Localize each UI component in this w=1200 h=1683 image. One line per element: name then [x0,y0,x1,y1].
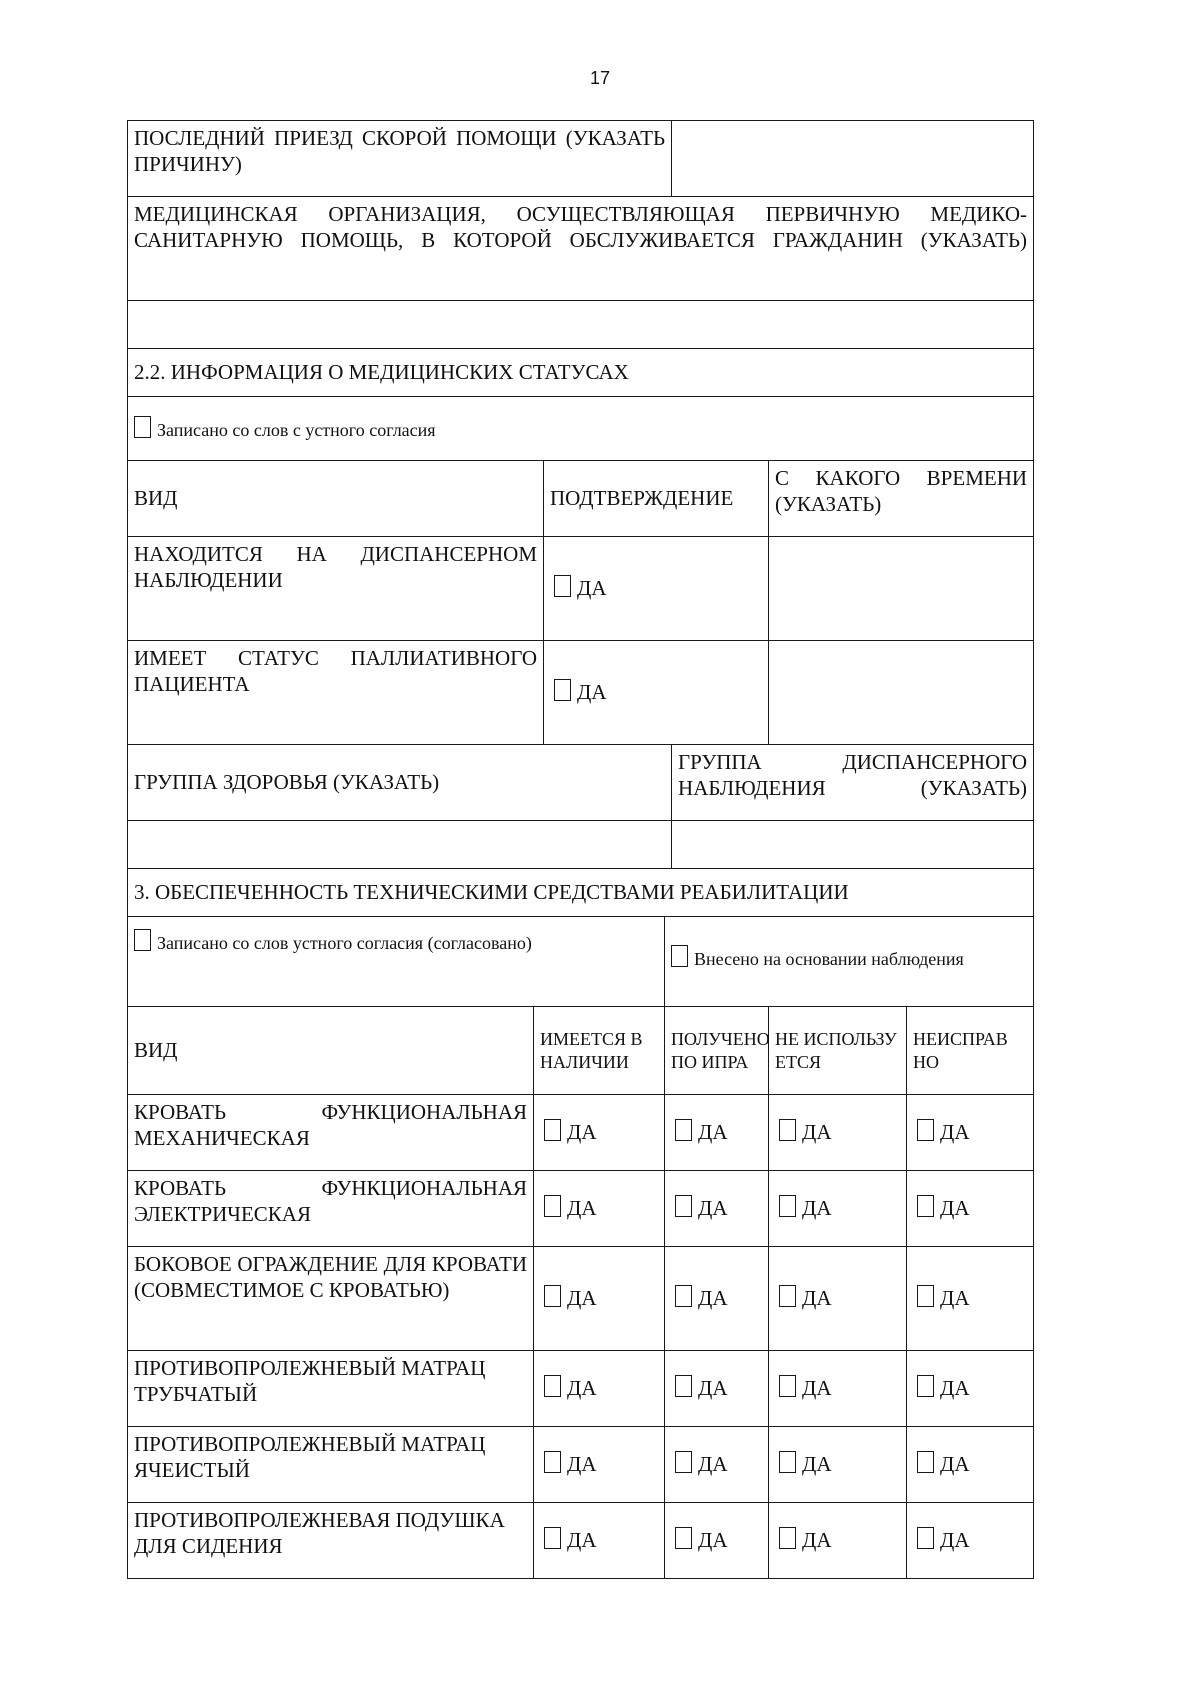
aid-received-checkbox[interactable] [675,1195,692,1217]
aid-broken-cell [907,1503,1034,1579]
aid-header-available: ИМЕЕТСЯ В НАЛИЧИИ [534,1007,665,1095]
aid-broken-cell [907,1427,1034,1503]
section-2-2-title: 2.2. ИНФОРМАЦИЯ О МЕДИЦИНСКИХ СТАТУСАХ [128,349,1034,397]
aid-not-used-checkbox[interactable] [779,1375,796,1397]
aid-available-checkbox[interactable] [544,1285,561,1307]
aid-header-not-used: НЕ ИСПОЛЬЗУ ЕТСЯ [769,1007,907,1095]
aid-not-used-checkbox[interactable] [779,1195,796,1217]
dispensary-group-label: ГРУППА ДИСПАНСЕРНОГО НАБЛЮДЕНИЯ (УКАЗАТЬ) [672,745,1034,821]
yes-label: ДА [698,1286,728,1311]
aid-available-cell [534,1351,665,1427]
aid-not-used-checkbox[interactable] [779,1527,796,1549]
medical-org-label: МЕДИЦИНСКАЯ ОРГАНИЗАЦИЯ, ОСУЩЕСТВЛЯЮЩАЯ ПЕРВИЧНУЮ МЕДИКО-САНИТАРНУЮ ПОМОЩЬ, В КОТОРОЙ ОБСЛУЖИВАЕТСЯ ГРАЖДАНИН (УКАЗАТЬ) [128,197,1034,301]
status-header-type: ВИД [128,461,544,537]
aid-not-used-cell [769,1351,907,1427]
aid-not-used-checkbox[interactable] [779,1285,796,1307]
last-ambulance-label: ПОСЛЕДНИЙ ПРИЕЗД СКОРОЙ ПОМОЩИ (УКАЗАТЬ ПРИЧИНУ) [128,121,672,197]
yes-label: ДА [940,1120,970,1145]
aid-broken-checkbox[interactable] [917,1375,934,1397]
aid-broken-cell [907,1351,1034,1427]
consent-label: Записано со слов с устного согласия [157,419,436,440]
medical-org-field[interactable] [128,301,1034,349]
yes-label: ДА [698,1376,728,1401]
section-3-consent-label: Записано со слов устного согласия (согласовано) [157,933,532,953]
yes-label: ДА [567,1452,597,1477]
aid-received-checkbox[interactable] [675,1119,692,1141]
aid-row-label: БОКОВОЕ ОГРАЖДЕНИЕ ДЛЯ КРОВАТИ (СОВМЕСТИМОЕ С КРОВАТЬЮ) [128,1247,534,1351]
yes-label: ДА [940,1528,970,1553]
status-row-palliative-since[interactable] [769,641,1034,745]
aid-received-cell [665,1247,769,1351]
aid-row-label: КРОВАТЬ ФУНКЦИОНАЛЬНАЯ МЕХАНИЧЕСКАЯ [128,1095,534,1171]
aid-not-used-cell [769,1503,907,1579]
aid-received-cell [665,1351,769,1427]
yes-label: ДА [802,1286,832,1311]
aid-row-label: ПРОТИВОПРОЛЕЖНЕВЫЙ МАТРАЦ ЯЧЕИСТЫЙ [128,1427,534,1503]
status-row-palliative-label: ИМЕЕТ СТАТУС ПАЛЛИАТИВНОГО ПАЦИЕНТА [128,641,544,745]
yes-label: ДА [940,1286,970,1311]
page-number: 17 [589,68,611,88]
yes-label: ДА [567,1376,597,1401]
section-3-title: 3. ОБЕСПЕЧЕННОСТЬ ТЕХНИЧЕСКИМИ СРЕДСТВАМИ РЕАБИЛИТАЦИИ [128,869,1034,917]
consent-checkbox[interactable] [134,416,151,438]
last-ambulance-field[interactable] [672,121,1034,197]
aid-broken-checkbox[interactable] [917,1451,934,1473]
aid-available-cell [534,1427,665,1503]
aid-row-label: ПРОТИВОПРОЛЕЖНЕВАЯ ПОДУШКА ДЛЯ СИДЕНИЯ [128,1503,534,1579]
aid-broken-cell [907,1171,1034,1247]
yes-label: ДА [698,1196,728,1221]
aid-not-used-checkbox[interactable] [779,1451,796,1473]
dispensary-yes-checkbox[interactable] [554,575,571,597]
dispensary-group-field[interactable] [672,821,1034,869]
yes-label: ДА [940,1452,970,1477]
aid-received-checkbox[interactable] [675,1451,692,1473]
aid-available-cell [534,1171,665,1247]
aid-available-checkbox[interactable] [544,1451,561,1473]
aid-received-cell [665,1171,769,1247]
yes-label: ДА [802,1528,832,1553]
aid-available-checkbox[interactable] [544,1119,561,1141]
aid-header-received: ПОЛУЧЕНО ПО ИПРА [665,1007,769,1095]
yes-label: ДА [698,1120,728,1145]
section-3-consent [128,917,665,1007]
aid-broken-cell [907,1095,1034,1171]
section-3-observation-label: Внесено на основании наблюдения [694,949,964,969]
aid-available-checkbox[interactable] [544,1375,561,1397]
aid-not-used-cell [769,1247,907,1351]
yes-label: ДА [577,576,607,601]
status-row-palliative-confirm [544,641,769,745]
status-row-dispensary-since[interactable] [769,537,1034,641]
section-3-observation-checkbox[interactable] [671,945,688,967]
aid-available-checkbox[interactable] [544,1195,561,1217]
yes-label: ДА [802,1196,832,1221]
aid-not-used-cell [769,1427,907,1503]
yes-label: ДА [940,1376,970,1401]
aid-broken-checkbox[interactable] [917,1285,934,1307]
aid-available-cell [534,1095,665,1171]
yes-label: ДА [567,1120,597,1145]
section-3-observation [665,917,1034,1007]
health-group-label: ГРУППА ЗДОРОВЬЯ (УКАЗАТЬ) [128,745,672,821]
status-header-since: С КАКОГО ВРЕМЕНИ (УКАЗАТЬ) [769,461,1034,537]
status-row-dispensary-label: НАХОДИТСЯ НА ДИСПАНСЕРНОМ НАБЛЮДЕНИИ [128,537,544,641]
yes-label: ДА [567,1196,597,1221]
aid-broken-checkbox[interactable] [917,1119,934,1141]
aid-available-cell [534,1247,665,1351]
aid-received-cell [665,1095,769,1171]
yes-label: ДА [802,1452,832,1477]
status-row-dispensary-confirm [544,537,769,641]
status-header-confirmation: ПОДТВЕРЖДЕНИЕ [544,461,769,537]
aid-row-label: КРОВАТЬ ФУНКЦИОНАЛЬНАЯ ЭЛЕКТРИЧЕСКАЯ [128,1171,534,1247]
yes-label: ДА [802,1376,832,1401]
health-group-field[interactable] [128,821,672,869]
aid-not-used-cell [769,1095,907,1171]
aid-available-checkbox[interactable] [544,1527,561,1549]
aid-received-cell [665,1427,769,1503]
yes-label: ДА [698,1528,728,1553]
aid-available-cell [534,1503,665,1579]
assessment-form-table [127,120,1034,1579]
aid-broken-checkbox[interactable] [917,1195,934,1217]
yes-label: ДА [802,1120,832,1145]
aid-not-used-checkbox[interactable] [779,1119,796,1141]
aid-row-label: ПРОТИВОПРОЛЕЖНЕВЫЙ МАТРАЦ ТРУБЧАТЫЙ [128,1351,534,1427]
aid-broken-checkbox[interactable] [917,1527,934,1549]
yes-label: ДА [577,680,607,705]
aid-header-type: ВИД [128,1007,534,1095]
aid-received-cell [665,1503,769,1579]
yes-label: ДА [567,1286,597,1311]
aid-received-checkbox[interactable] [675,1375,692,1397]
yes-label: ДА [698,1452,728,1477]
section-3-consent-checkbox[interactable] [134,929,151,951]
aid-broken-cell [907,1247,1034,1351]
aid-received-checkbox[interactable] [675,1285,692,1307]
yes-label: ДА [567,1528,597,1553]
palliative-yes-checkbox[interactable] [554,679,571,701]
aid-received-checkbox[interactable] [675,1527,692,1549]
aid-not-used-cell [769,1171,907,1247]
aid-header-broken: НЕИСПРАВ НО [907,1007,1034,1095]
yes-label: ДА [940,1196,970,1221]
section-2-2-consent [128,397,1034,461]
